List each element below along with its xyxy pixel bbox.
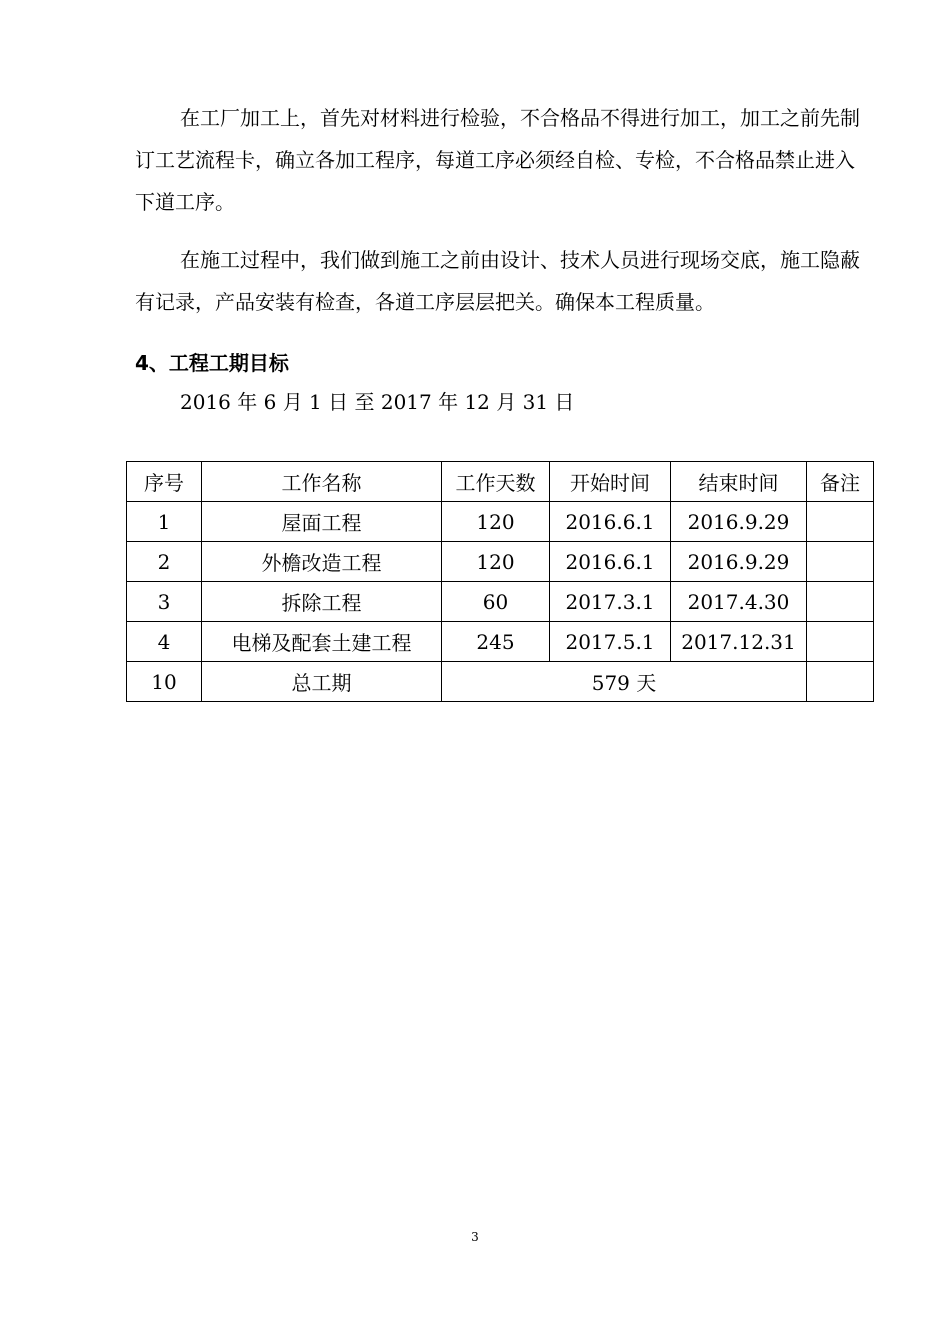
schedule-date-range: 2016 年 6 月 1 日 至 2017 年 12 月 31 日 — [180, 390, 575, 414]
table-row — [127, 542, 874, 582]
section-heading: 4、工程工期目标 — [135, 351, 289, 375]
cell-index: 4 — [127, 622, 202, 662]
cell-start: 2016.6.1 — [550, 542, 671, 582]
header-index: 序号 — [127, 462, 202, 502]
cell-index: 2 — [127, 542, 202, 582]
cell-days: 60 — [442, 582, 550, 622]
cell-task-name: 电梯及配套土建工程 — [202, 622, 442, 662]
cell-remarks — [807, 622, 874, 662]
header-remarks: 备注 — [807, 462, 874, 502]
table-row — [127, 622, 874, 662]
cell-start: 2016.6.1 — [550, 502, 671, 542]
header-days: 工作天数 — [442, 462, 550, 502]
cell-remarks — [807, 542, 874, 582]
cell-total-remarks — [807, 662, 874, 702]
cell-remarks — [807, 502, 874, 542]
cell-index: 3 — [127, 582, 202, 622]
cell-index: 1 — [127, 502, 202, 542]
cell-days: 120 — [442, 502, 550, 542]
cell-task-name: 拆除工程 — [202, 582, 442, 622]
paragraph-factory-processing: 在工厂加工上，首先对材料进行检验，不合格品不得进行加工，加工之前先制订工艺流程卡，确立各加工程序，每道工序必须经自检、专检，不合格品禁止进入下道工序。 — [135, 106, 860, 214]
cell-end: 2016.9.29 — [671, 502, 807, 542]
cell-total-index: 10 — [127, 662, 202, 702]
table-header-row — [127, 462, 874, 502]
paragraph-construction-process: 在施工过程中，我们做到施工之前由设计、技术人员进行现场交底，施工隐蔽有记录，产品安装有检查，各道工序层层把关。确保本工程质量。 — [135, 248, 860, 314]
cell-start: 2017.5.1 — [550, 622, 671, 662]
header-end: 结束时间 — [671, 462, 807, 502]
cell-total-duration: 579 天 — [442, 662, 807, 702]
cell-end: 2017.4.30 — [671, 582, 807, 622]
cell-end: 2017.12.31 — [671, 622, 807, 662]
schedule-table — [126, 461, 874, 702]
page-number: 3 — [471, 1230, 479, 1244]
cell-task-name: 外檐改造工程 — [202, 542, 442, 582]
cell-task-name: 屋面工程 — [202, 502, 442, 542]
table-row — [127, 502, 874, 542]
table-total-row — [127, 662, 874, 702]
table-row — [127, 582, 874, 622]
cell-start: 2017.3.1 — [550, 582, 671, 622]
cell-end: 2016.9.29 — [671, 542, 807, 582]
header-start: 开始时间 — [550, 462, 671, 502]
cell-days: 245 — [442, 622, 550, 662]
cell-days: 120 — [442, 542, 550, 582]
header-task-name: 工作名称 — [202, 462, 442, 502]
cell-total-label: 总工期 — [202, 662, 442, 702]
cell-remarks — [807, 582, 874, 622]
